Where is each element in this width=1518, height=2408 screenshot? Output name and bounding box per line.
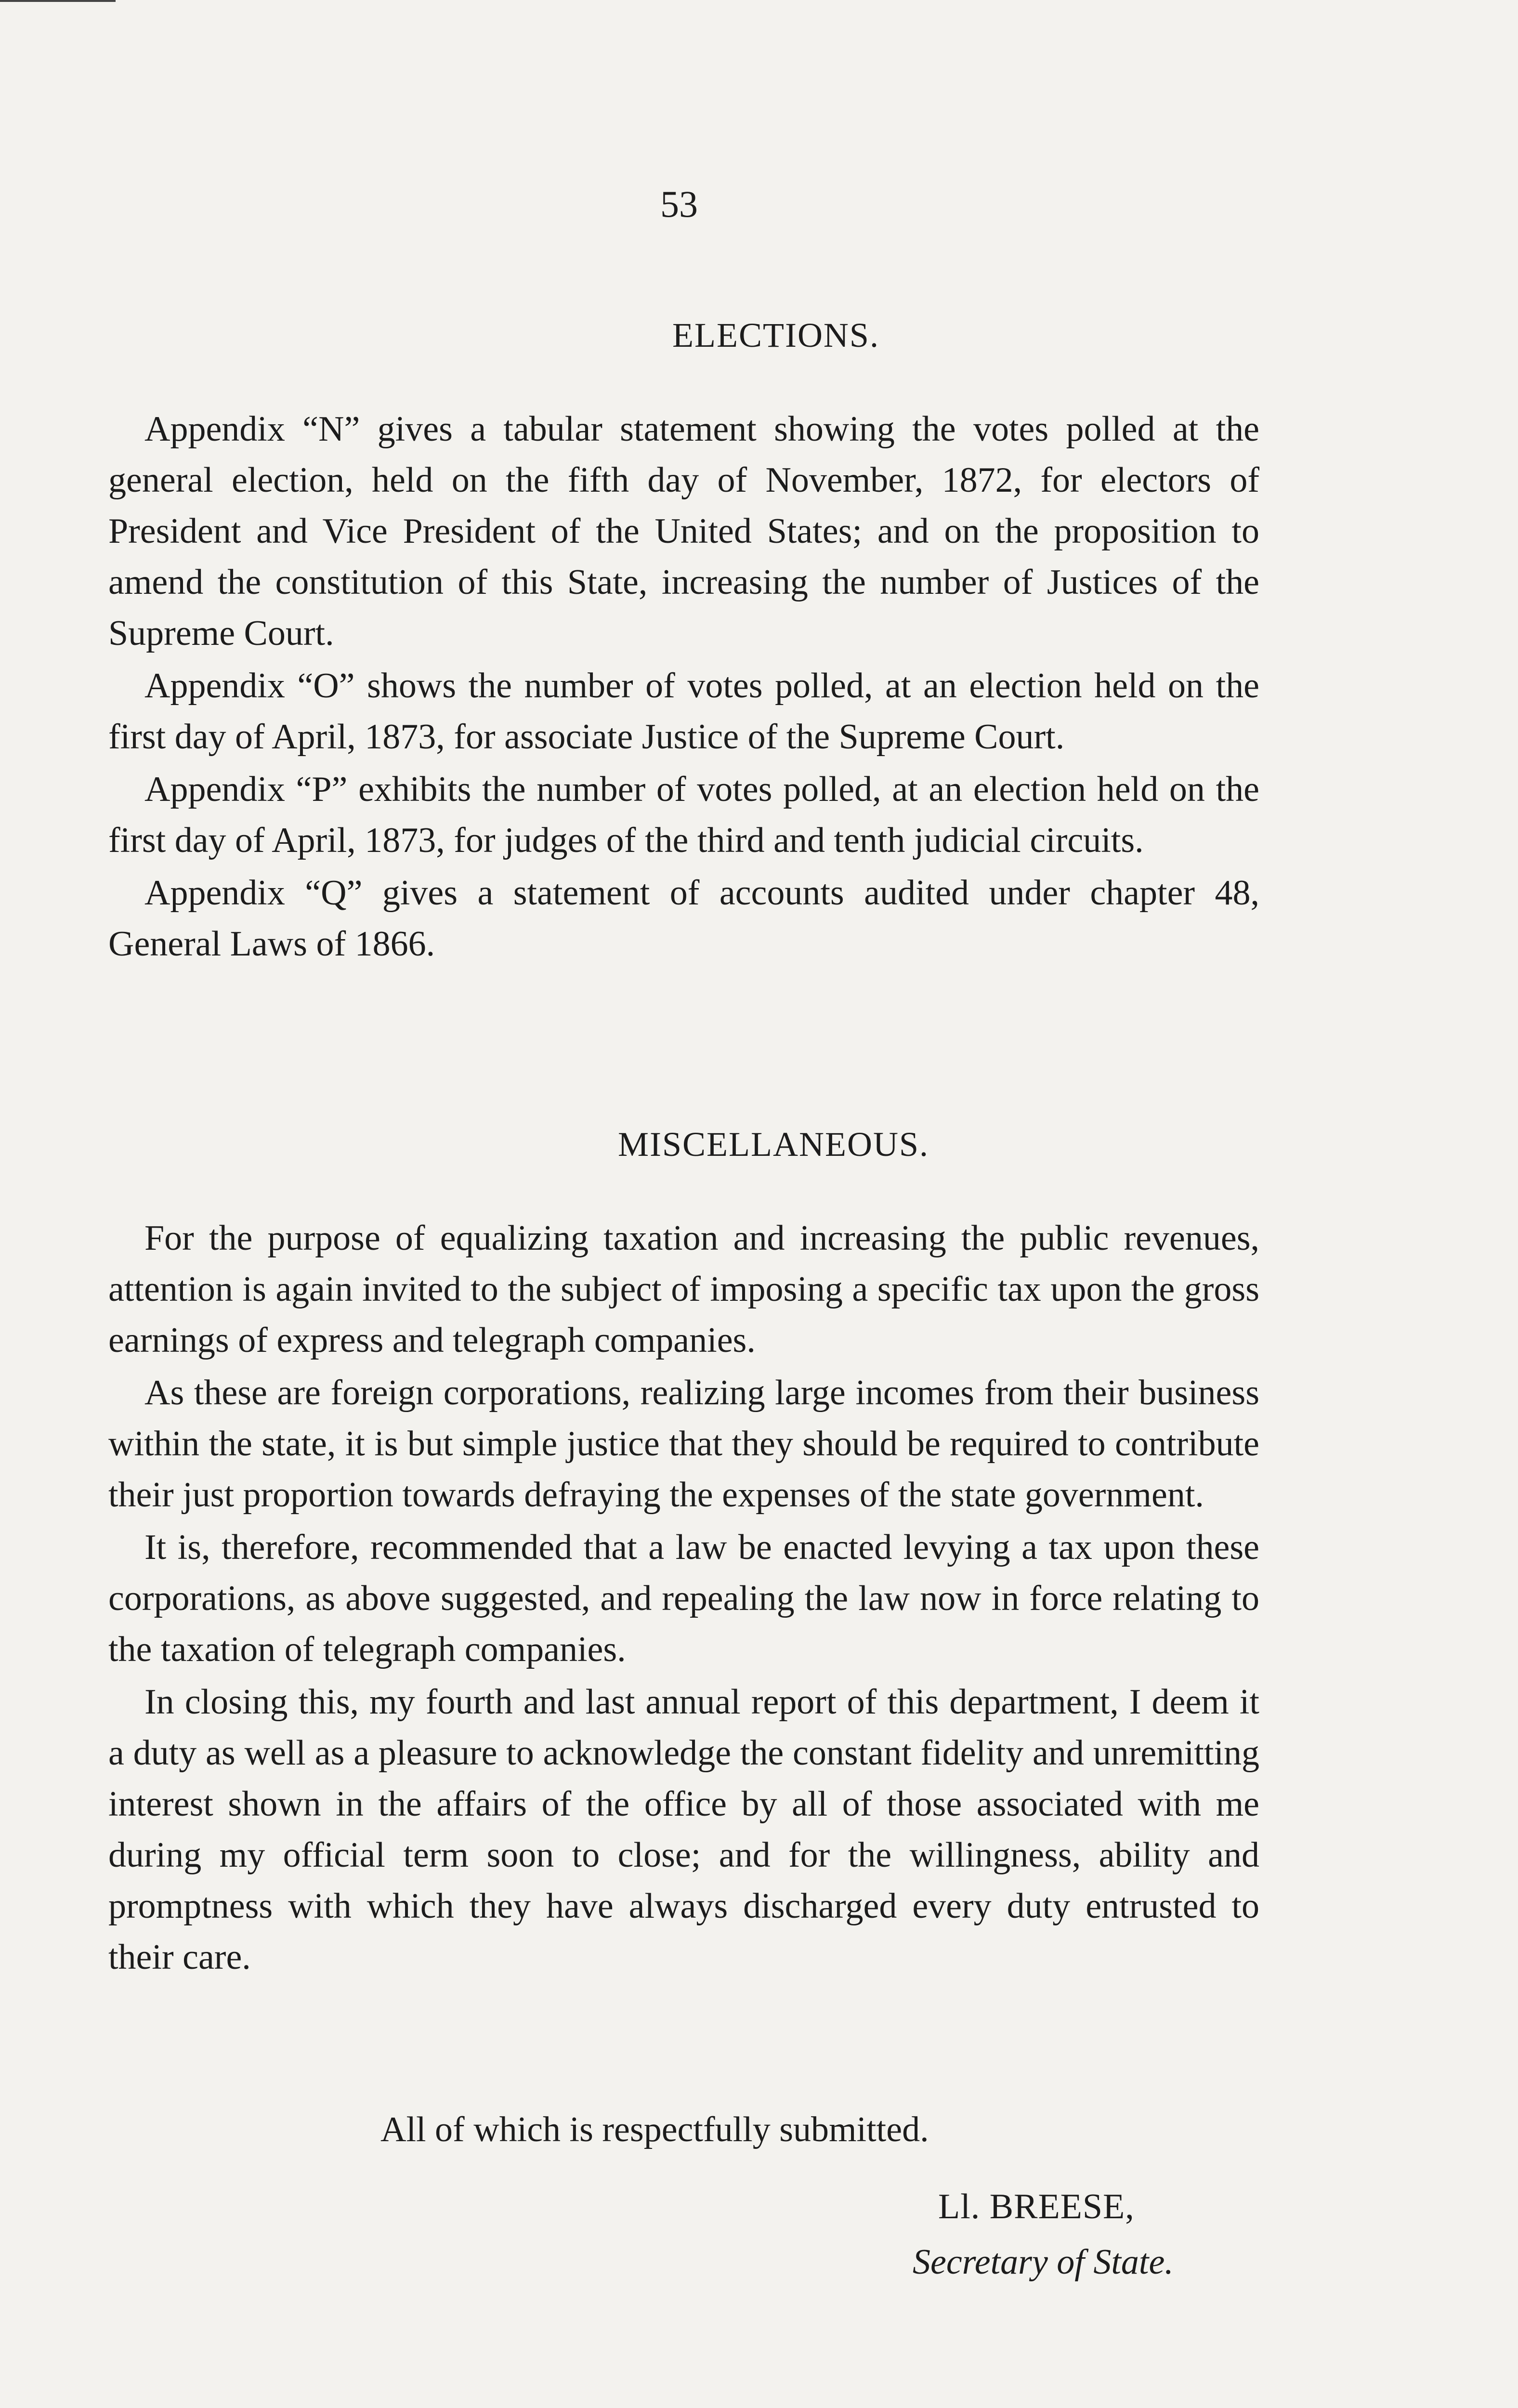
top-rule-divider — [0, 0, 116, 2]
signature-title: Secretary of State. — [913, 2242, 1174, 2282]
elections-paragraph-appendix-o: Appendix “O” shows the number of votes polled, at an election held on the first day of April, 1873, for associate Justice of the Supreme Court. — [108, 666, 1259, 757]
misc-paragraph-closing-remarks: In closing this, my fourth and last annual report of this department, I deem it a duty as well as a pleasure to acknowledge the constant fidelity and unremitting interest shown in the affairs of the office by all of those associated with me during my official term soon to close; and for the willingness, ability and promptness with which they have always discharged every duty entrusted to their care. — [108, 1682, 1259, 1977]
misc-paragraph-taxation: For the purpose of equalizing taxation and increasing the public revenues, attention is again invited to the subject of imposing a specific tax upon the gross earnings of express and telegraph companies. — [108, 1218, 1259, 1360]
elections-paragraph-appendix-n: Appendix “N” gives a tabular statement showing the votes polled at the general election, held on the fifth day of November, 1872, for electors of President and Vice President of the United States; and on the proposition to amend the constitution of this State, increasing the number of Justices of the Supreme Court. — [108, 409, 1259, 653]
elections-section — [108, 404, 1259, 969]
elections-heading: ELECTIONS. — [672, 316, 879, 354]
page-number: 53 — [660, 183, 698, 225]
elections-paragraph-appendix-p: Appendix “P” exhibits the number of votes polled, at an election held on the first day of April, 1873, for judges of the third and tenth judicial circuits. — [108, 770, 1259, 860]
closing-statement: All of which is respectfully submitted. — [380, 2110, 929, 2149]
miscellaneous-section — [108, 1213, 1259, 1983]
miscellaneous-heading: MISCELLANEOUS. — [617, 1125, 929, 1164]
signature-name: Ll. BREESE, — [938, 2187, 1135, 2226]
misc-paragraph-foreign-corporations: As these are foreign corporations, realizing large incomes from their business within the state, it is but simple justice that they should be required to contribute their just proportion towards defraying the expenses of the state government. — [108, 1373, 1259, 1515]
misc-paragraph-recommendation: It is, therefore, recommended that a law be enacted levying a tax upon these corporations, as above suggested, and repealing the law now in force relating to the taxation of telegraph companies. — [108, 1528, 1259, 1669]
elections-paragraph-appendix-q: Appendix “Q” gives a statement of accounts audited under chapter 48, General Laws of 1866. — [108, 873, 1259, 964]
